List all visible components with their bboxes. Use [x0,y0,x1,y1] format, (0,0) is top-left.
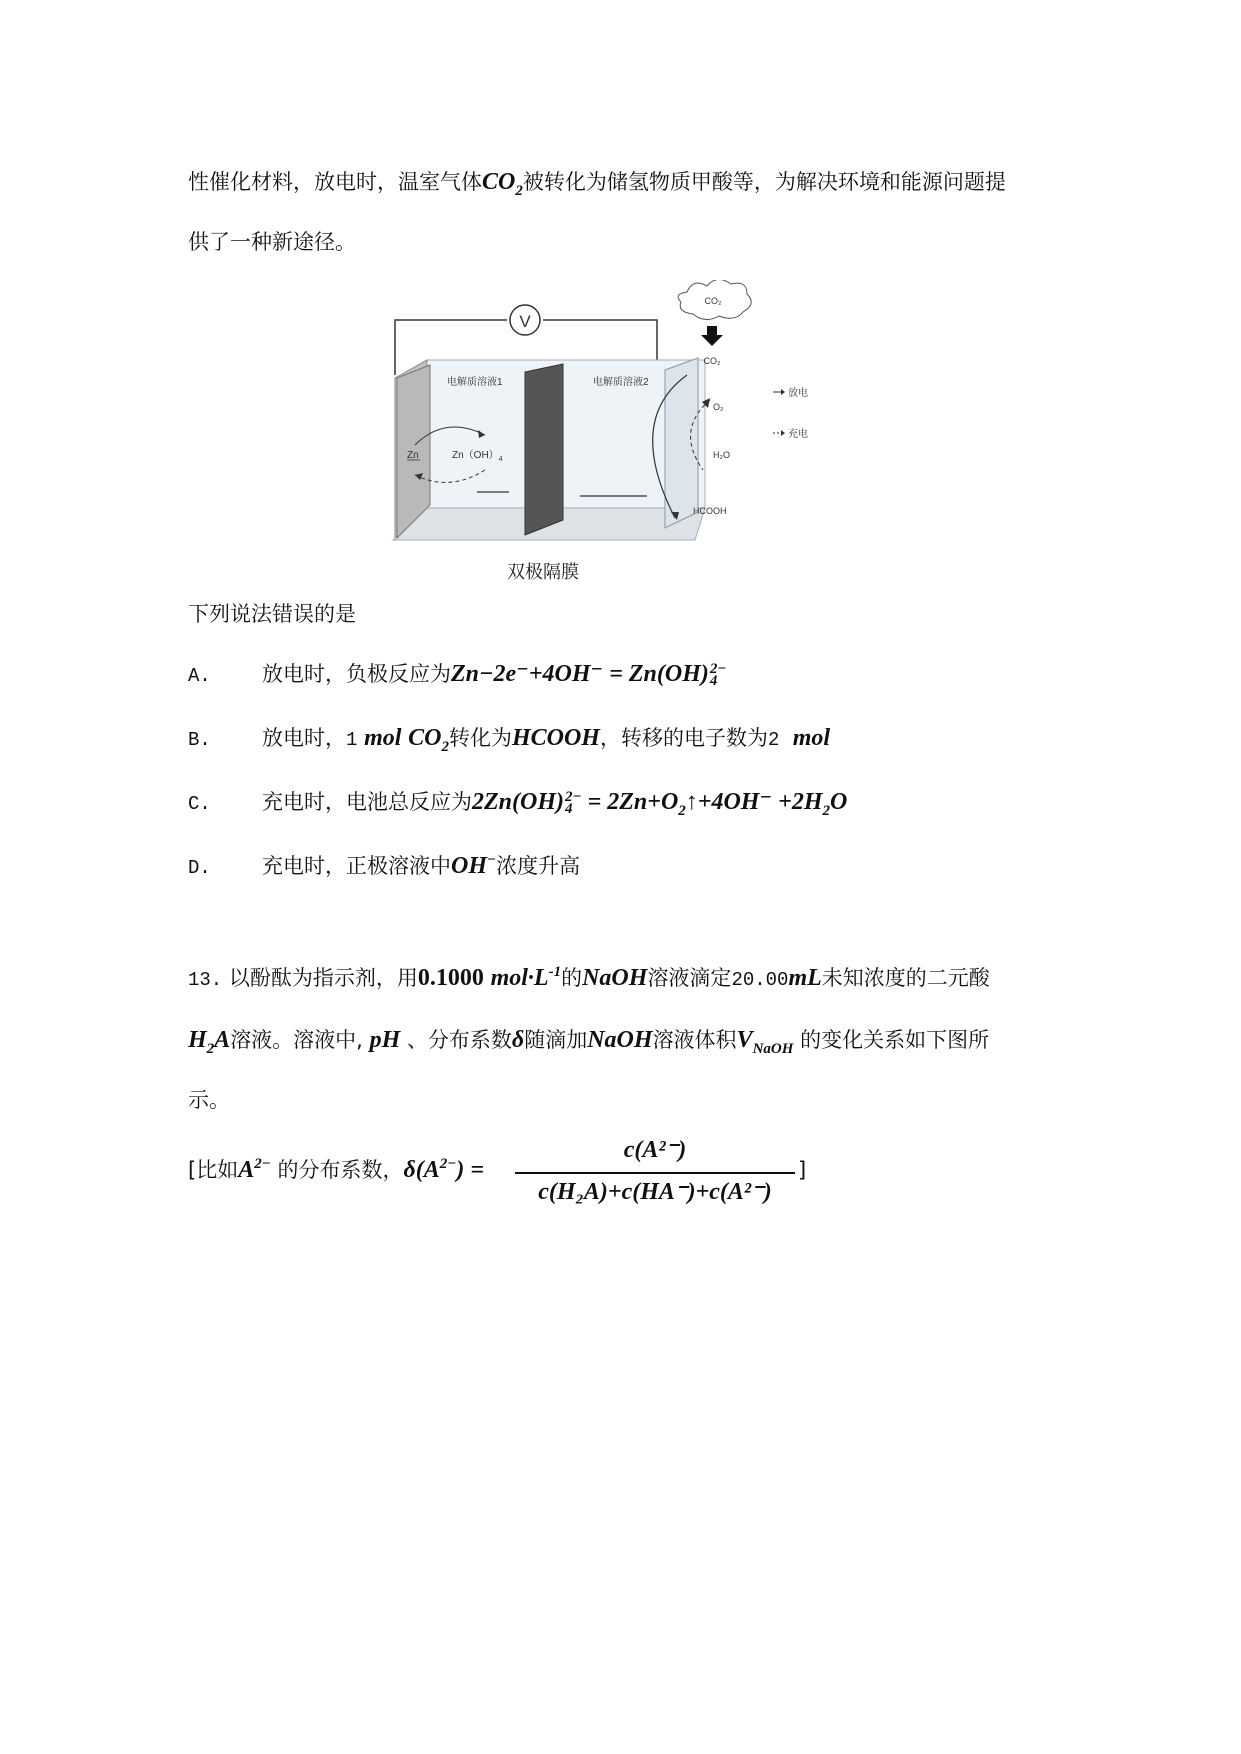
question-number: 13. [188,969,223,991]
intro-line-1: 性催化材料，放电时，温室气体$CO_2$被转化为储氢物质甲酸等，为解决环境和能源问题提 [188,169,1006,199]
voltmeter-label: V [519,312,531,331]
figure-caption: 双极隔膜 [507,562,579,582]
catalyst-electrode [665,358,698,528]
option-b: B. 放电时，1 mol $CO_2$转化为HCOOH，转移的电子数为2 mol [188,725,831,755]
q13-line-4: [比如$A^{2-}$ 的分布系数，$\delta(A^{2-})$ = [188,1156,485,1183]
distribution-fraction [515,1135,795,1206]
intro-text: 性催化材料，放电时，温室气体 [188,170,482,194]
option-a-formula: Zn−2e⁻+4OH⁻ = Zn(OH) 2− 4 [451,661,727,690]
hcooh-label: HCOOH [693,506,727,516]
h2o-label: H₂O [713,450,730,460]
solution-2-label: 电解质溶液2 [593,377,649,388]
fraction-numerator: c(A²⁻) [623,1137,687,1163]
cloud-co2-label: CO₂ [704,296,722,306]
zn-label: Zn [407,450,419,461]
co2-label: CO₂ [703,356,721,366]
solution-1-label: 电解质溶液1 [447,377,503,388]
fraction-denominator: c(H₂A)+c(HA⁻)+c(A²⁻) [538,1179,772,1205]
closing-bracket: ] [798,1158,807,1182]
o2-label: O₂ [713,402,724,412]
option-c: C. 充电时，电池总反应为2Zn(OH) 2− 4 = $2Zn+O_2↑+4OH^- +2H_2O$ [188,789,848,819]
zn-oh4-label: $Zn(OH)_4$ [452,450,503,463]
bipolar-membrane [525,364,563,535]
co2-formula: $CO_2$ [482,169,523,199]
battery-diagram [385,280,865,590]
option-d: D. 充电时，正极溶液中OH−浓度升高 [188,852,581,879]
option-label: D. [188,857,211,879]
down-arrow-icon [701,326,723,346]
question-prompt: 下列说法错误的是 [188,602,356,626]
q13-line-1: 13. 以酚酞为指示剂，用0.1000 $mol\cdot L^{-1}$的NaOH溶液滴定20.00mL未知浓度的二元酸 [188,964,990,991]
legend-charge: 充电 [788,429,808,440]
option-label: A. [188,665,211,687]
legend-discharge: 放电 [788,388,808,399]
option-label: C. [188,793,211,815]
intro-line-2: 供了一种新途径。 [188,230,356,254]
q13-line-3: 示。 [188,1088,230,1112]
option-a: A. 放电时，负极反应为Zn−2e⁻+4OH⁻ = Zn(OH) 2− 4 [188,661,727,690]
q13-line-2: $H_2A$溶液。溶液中, pH 、分布系数δ随滴加NaOH溶液体积$V_{NaOH}$ 的变化关系如下图所 [188,1027,990,1057]
option-label: B. [188,729,211,751]
